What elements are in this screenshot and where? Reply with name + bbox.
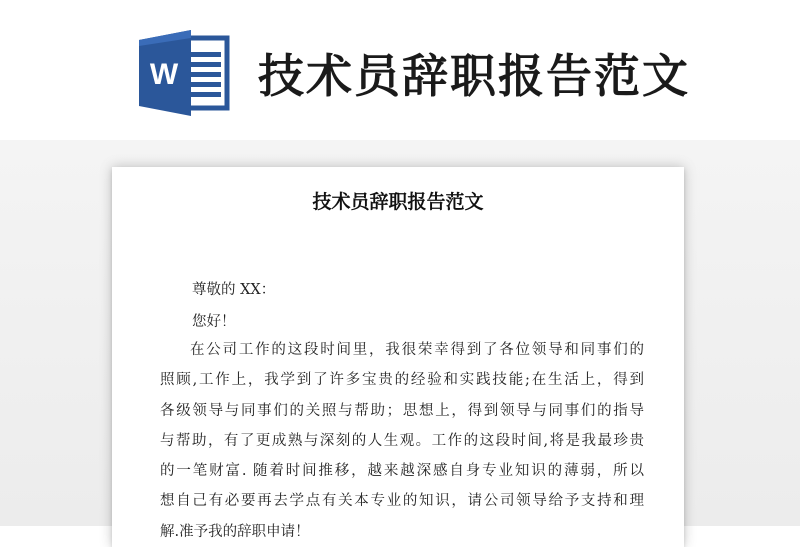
paragraph-line: 解.准予我的辞职申请！	[160, 523, 310, 540]
paragraph-line: 照顾,工作上，我学到了许多宝贵的经验和实践技能;在生活上，得到	[160, 372, 644, 389]
greeting-line: 您好！	[192, 314, 236, 330]
paragraph-line: 在公司工作的这段时间里，我很荣幸得到了各位领导和同事们的	[190, 342, 644, 358]
document-title: 技术员辞职报告范文	[312, 191, 484, 213]
banner-title: 技术员辞职报告范文	[258, 49, 690, 103]
paragraph-line: 与帮助，有了更成熟与深刻的人生观。工作的这段时间,将是我最珍贵	[160, 432, 644, 449]
body-paragraph	[160, 335, 644, 547]
paragraph-line: 的一笔财富. 随着时间推移，越来越深感自身专业知识的薄弱，所以	[160, 463, 644, 480]
header-banner	[0, 0, 800, 140]
salutation: 尊敬的 XX：	[192, 282, 276, 298]
word-icon-letter: W	[149, 58, 179, 91]
document-page	[112, 167, 684, 547]
word-document-icon	[139, 30, 231, 116]
paragraph-line: 想自己有必要再去学点有关本专业的知识，请公司领导给予支持和理	[160, 493, 644, 510]
paragraph-line: 各级领导与同事们的关照与帮助；思想上，得到领导与同事们的指导	[160, 402, 644, 419]
